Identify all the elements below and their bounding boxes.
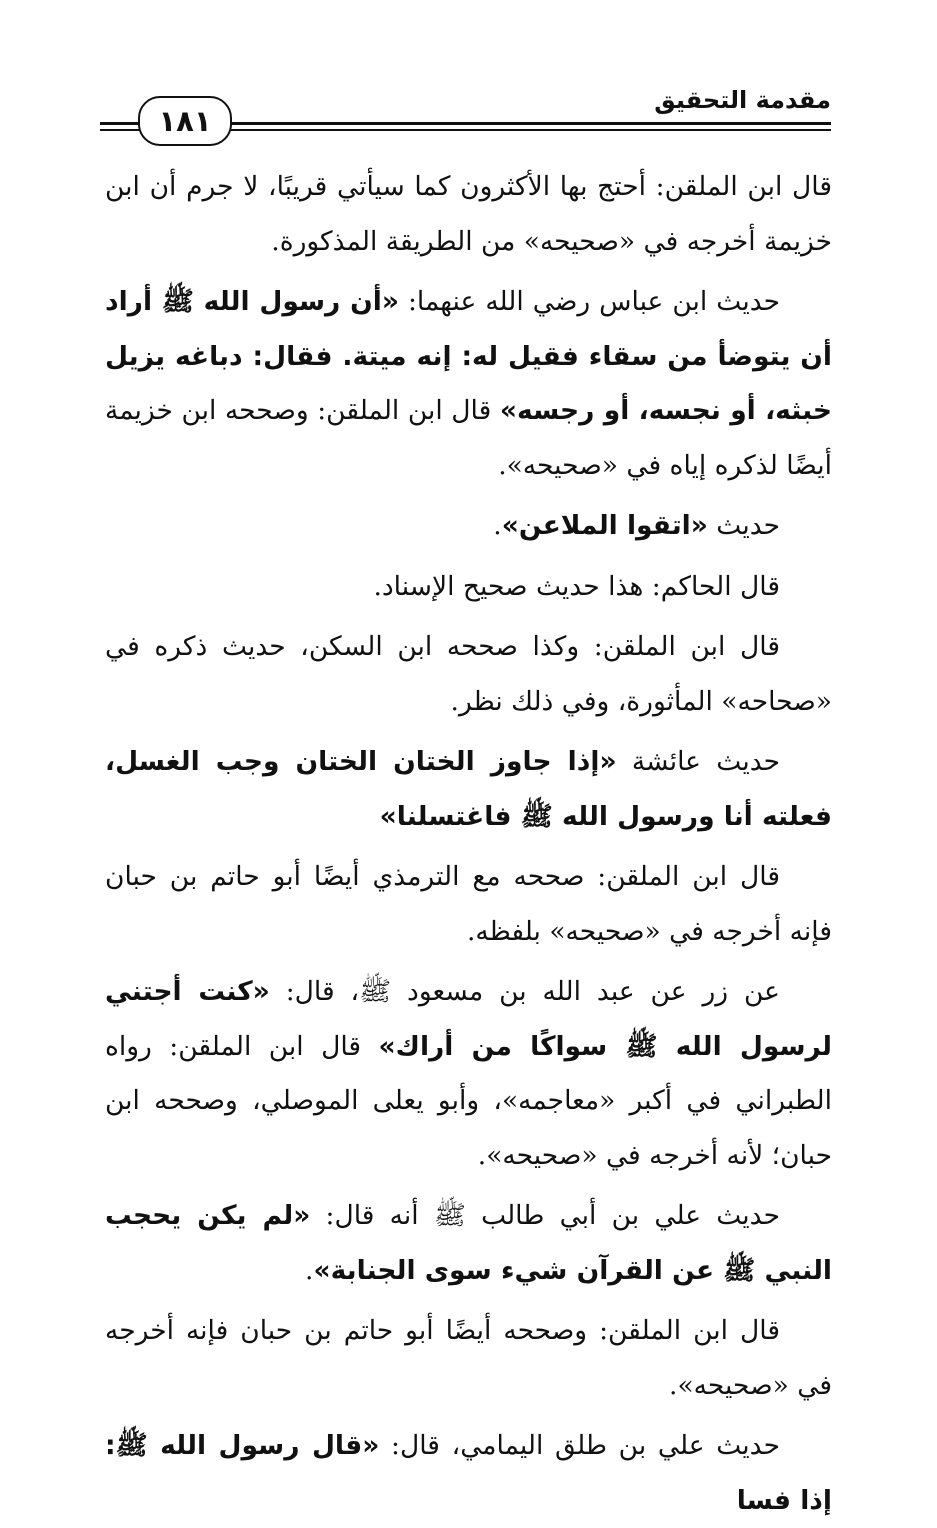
commentary-text: . [493, 510, 502, 541]
paragraph [105, 620, 832, 729]
hadith-text: «لم يكن يحجب النبي ﷺ عن القرآن شيء سوى الجنابة» [105, 1200, 832, 1286]
commentary-text: قال ابن الملقن: أحتج بها الأكثرون كما سيأتي قريبًا، لا جرم أن ابن خزيمة أخرجه في «صحيحه» من الطريقة المذكورة. [105, 171, 832, 257]
commentary-text: قال ابن الملقن: رواه الطبراني في أكبر «معاجمه»، وأبو يعلى الموصلي، وصححه ابن حبان؛ لأنه أخرجه في «صحيحه». [105, 1030, 832, 1171]
commentary-text: حديث عائشة [616, 746, 780, 777]
commentary-text: حديث ابن عباس رضي الله عنهما: [398, 286, 780, 317]
commentary-text: قال الحاكم: هذا حديث صحيح الإسناد. [373, 570, 780, 602]
paragraph [105, 735, 832, 844]
paragraph [105, 965, 832, 1183]
commentary-text: حديث [707, 510, 780, 541]
commentary-text: حديث علي بن طلق اليمامي، قال: [379, 1430, 780, 1461]
paragraph [105, 1304, 832, 1413]
commentary-text: قال ابن الملقن: وكذا صححه ابن السكن، حديث ذكره في «صحاحه» المأثورة، وفي ذلك نظر. [105, 631, 832, 717]
hadith-text: «قال رسول الله ﷺ: إذا فسا [105, 1430, 832, 1516]
page-number: ١٨١ [158, 104, 212, 138]
paragraph [105, 1189, 832, 1298]
hadith-text: «كنت أجتني لرسول الله ﷺ سواكًا من أراك» [105, 976, 832, 1062]
paragraph [105, 560, 832, 615]
hadith-text: «اتقوا الملاعن» [501, 510, 708, 541]
body-text [105, 160, 832, 1528]
page-number-frame [138, 96, 232, 146]
page-header [100, 86, 831, 146]
commentary-text: قال ابن الملقن: وصححه ابن خزيمة أيضًا لذكره إياه في «صحيحه». [105, 395, 832, 481]
paragraph [105, 850, 832, 959]
running-title: مقدمة التحقيق [654, 86, 831, 114]
commentary-text: حديث علي بن أبي طالب ﷺ أنه قال: [310, 1200, 780, 1231]
hadith-text: «أن رسول الله ﷺ أراد أن يتوضأ من سقاء فقيل له: إنه ميتة. فقال: دباغه يزيل خبثه، أو نجسه، أو رجسه» [105, 286, 832, 426]
paragraph [105, 1419, 832, 1528]
commentary-text: . [305, 1254, 314, 1286]
commentary-text: عن زر عن عبد الله بن مسعود ﷺ، قال: [269, 976, 780, 1007]
paragraph [105, 160, 832, 269]
commentary-text: قال ابن الملقن: وصححه أيضًا أبو حاتم بن حبان فإنه أخرجه في «صحيحه». [105, 1315, 832, 1401]
paragraph [105, 275, 832, 493]
hadith-text: «إذا جاوز الختان الختان وجب الغسل، فعلته أنا ورسول الله ﷺ فاغتسلنا» [105, 746, 832, 832]
paragraph [105, 499, 832, 554]
commentary-text: قال ابن الملقن: صححه مع الترمذي أيضًا أبو حاتم بن حبان فإنه أخرجه في «صحيحه» بلفظه. [105, 861, 832, 947]
